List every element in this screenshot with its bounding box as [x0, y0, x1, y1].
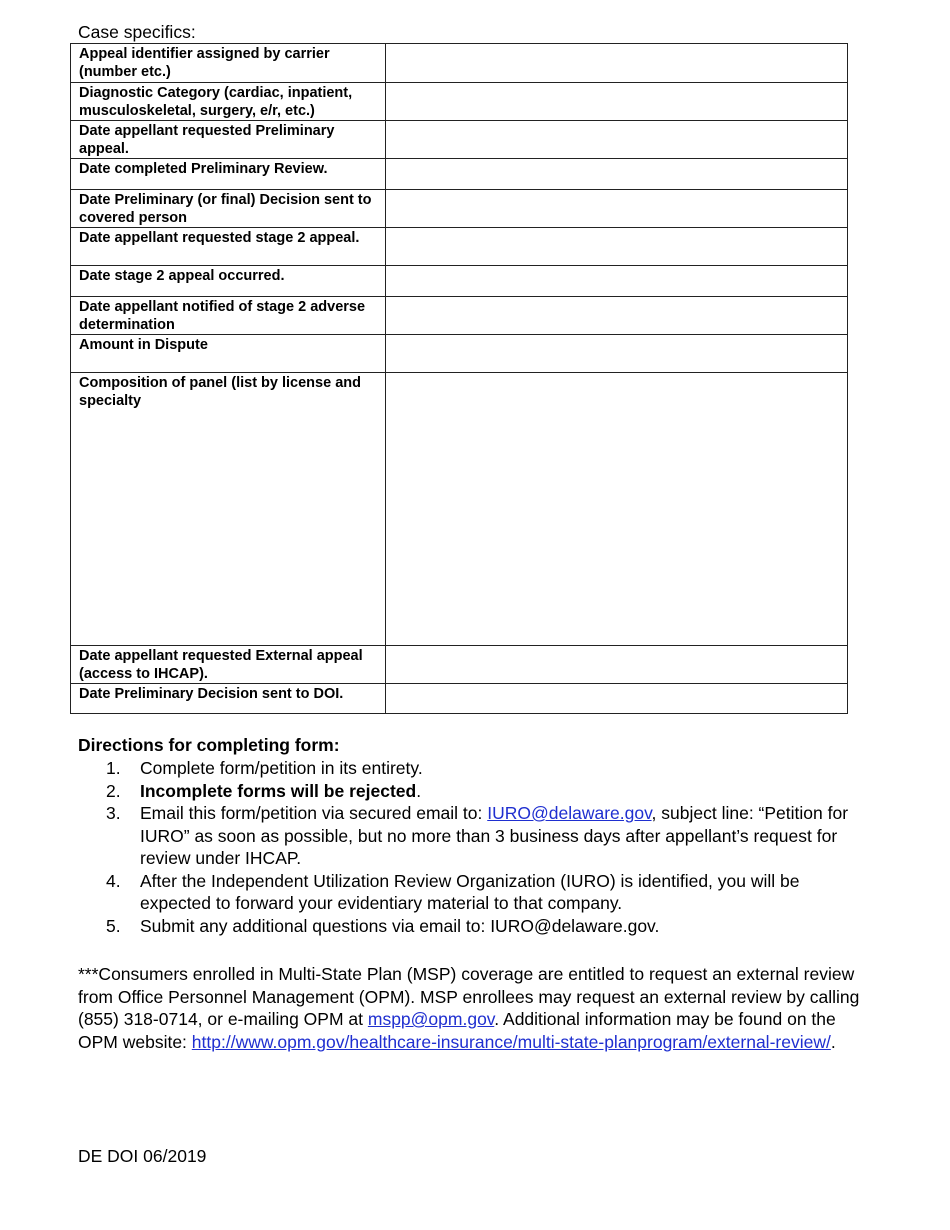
list-number: 3. — [106, 803, 121, 823]
list-number: 4. — [106, 870, 121, 891]
list-text: After the Independent Utilization Review Organization (IURO) is identified, you will be expected to forward your evidentiary material to that company. — [140, 870, 800, 913]
msp-note-text: . Additional information may be found on the OPM website: — [78, 1009, 836, 1052]
row-value-field[interactable] — [386, 83, 848, 121]
list-text: . — [416, 780, 422, 801]
list-number: 5. — [106, 915, 121, 936]
table-row — [71, 44, 848, 83]
list-item — [78, 757, 868, 780]
section-label: Case specifics: — [78, 22, 196, 42]
row-value-field[interactable] — [386, 684, 848, 714]
row-value-field[interactable] — [386, 373, 848, 646]
directions-section — [78, 734, 868, 937]
directions-title: Directions for completing form: — [78, 735, 340, 755]
row-label: Date appellant notified of stage 2 adverse determination — [71, 297, 386, 335]
row-value-field[interactable] — [386, 190, 848, 228]
table-row — [71, 335, 848, 373]
table-row — [71, 297, 848, 335]
list-text: , subject line: “Petition for IURO” as soon as possible, but no more than 3 business days after appellant’s request for review under IHCAP. — [140, 803, 849, 868]
rejection-warning: Incomplete forms will be rejected — [140, 780, 417, 801]
row-label: Amount in Dispute — [71, 335, 386, 373]
row-value-field[interactable] — [386, 44, 848, 83]
row-label: Composition of panel (list by license and specialty — [71, 373, 386, 646]
row-value-field[interactable] — [386, 159, 848, 190]
row-label: Date Preliminary Decision sent to DOI. — [71, 684, 386, 714]
row-label: Date appellant requested stage 2 appeal. — [71, 228, 386, 266]
row-label: Date Preliminary (or final) Decision sent to covered person — [71, 190, 386, 228]
row-value-field[interactable] — [386, 121, 848, 159]
iuro-email-link[interactable]: IURO@delaware.gov — [487, 803, 652, 823]
table-row — [71, 373, 848, 646]
table-row — [71, 646, 848, 684]
opm-website-link[interactable]: http://www.opm.gov/healthcare-insurance/multi-state-planprogram/external-review/ — [191, 1031, 831, 1052]
row-label: Appeal identifier assigned by carrier (number etc.) — [71, 44, 386, 83]
table-row — [71, 684, 848, 714]
row-value-field[interactable] — [386, 646, 848, 684]
list-number: 1. — [106, 758, 121, 778]
opm-email-link[interactable]: mspp@opm.gov — [367, 1009, 495, 1029]
list-item — [78, 870, 868, 915]
directions-list — [78, 757, 868, 937]
row-value-field[interactable] — [386, 228, 848, 266]
table-row — [71, 121, 848, 159]
form-version-footer: DE DOI 06/2019 — [78, 1146, 207, 1166]
list-text: Submit any additional questions via email to: IURO@delaware.gov. — [140, 915, 660, 936]
row-value-field[interactable] — [386, 335, 848, 373]
table-row — [71, 159, 848, 190]
msp-note-text: ***Consumers enrolled in Multi-State Plan (MSP) coverage are entitled to request an external review from Office Personnel Management (OPM). MSP enrollees may request an external review by calling (855) 318-0714, or e-mailing OPM at — [78, 964, 860, 1029]
row-label: Date completed Preliminary Review. — [71, 159, 386, 190]
row-label: Date appellant requested External appeal (access to IHCAP). — [71, 646, 386, 684]
table-row — [71, 83, 848, 121]
case-specifics-table — [70, 43, 848, 714]
row-label: Date stage 2 appeal occurred. — [71, 266, 386, 297]
row-value-field[interactable] — [386, 266, 848, 297]
table-row — [71, 266, 848, 297]
list-number: 2. — [106, 780, 121, 801]
table-row — [71, 228, 848, 266]
table-row — [71, 190, 848, 228]
row-label: Diagnostic Category (cardiac, inpatient, musculoskeletal, surgery, e/r, etc.) — [71, 83, 386, 121]
msp-note — [78, 963, 868, 1053]
list-item — [78, 915, 868, 938]
list-item — [78, 780, 868, 803]
list-text: Email this form/petition via secured email to: — [140, 803, 488, 823]
msp-note-text: . — [830, 1031, 836, 1052]
row-label: Date appellant requested Preliminary appeal. — [71, 121, 386, 159]
list-item — [78, 802, 868, 870]
list-text: Complete form/petition in its entirety. — [140, 758, 423, 778]
row-value-field[interactable] — [386, 297, 848, 335]
